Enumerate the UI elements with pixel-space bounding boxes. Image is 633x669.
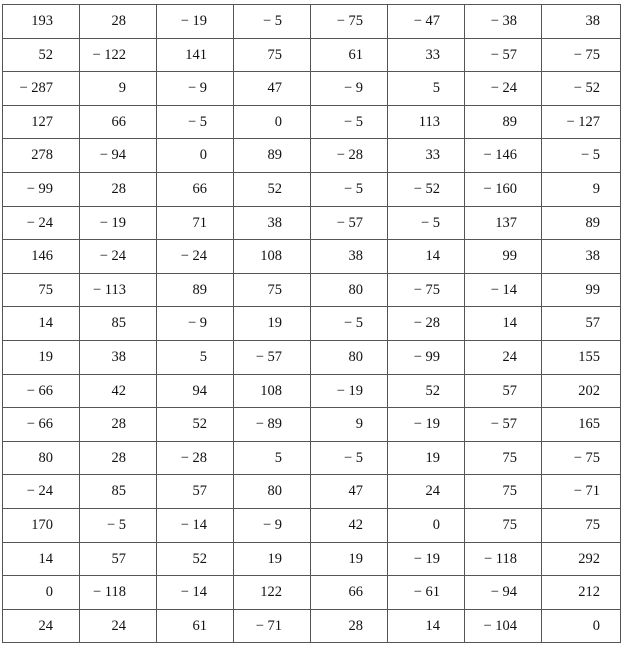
table-row <box>3 5 621 39</box>
table-cell: − 75 <box>542 441 621 475</box>
table-cell: − 5 <box>311 307 388 341</box>
table-cell: 0 <box>157 139 234 173</box>
table-cell: 0 <box>234 105 311 139</box>
table-cell: 19 <box>3 340 80 374</box>
table-cell: 61 <box>157 609 234 643</box>
table-cell: − 5 <box>311 105 388 139</box>
table-cell: 47 <box>311 475 388 509</box>
table-row <box>3 206 621 240</box>
table-cell: 89 <box>234 139 311 173</box>
table-cell: 52 <box>234 172 311 206</box>
table-cell: − 146 <box>465 139 542 173</box>
table-cell: − 19 <box>311 374 388 408</box>
table-cell: 0 <box>3 576 80 610</box>
table-cell: 28 <box>80 408 157 442</box>
table-cell: 14 <box>388 240 465 274</box>
table-cell: 38 <box>542 240 621 274</box>
table-cell: 24 <box>388 475 465 509</box>
table-cell: 47 <box>234 72 311 106</box>
table-cell: − 24 <box>3 206 80 240</box>
table-cell: − 5 <box>234 5 311 39</box>
table-cell: 212 <box>542 576 621 610</box>
table-cell: 89 <box>157 273 234 307</box>
table-cell: − 19 <box>388 408 465 442</box>
table-cell: 202 <box>542 374 621 408</box>
table-row <box>3 609 621 643</box>
table-cell: 19 <box>388 441 465 475</box>
table-cell: 94 <box>157 374 234 408</box>
table-cell: − 57 <box>465 408 542 442</box>
table-cell: − 19 <box>80 206 157 240</box>
table-row <box>3 240 621 274</box>
table-cell: 75 <box>465 475 542 509</box>
table-cell: 80 <box>311 273 388 307</box>
table-cell: 33 <box>388 139 465 173</box>
table-cell: 170 <box>3 508 80 542</box>
table-cell: − 160 <box>465 172 542 206</box>
table-cell: − 14 <box>157 508 234 542</box>
table-cell: − 47 <box>388 5 465 39</box>
table-cell: − 113 <box>80 273 157 307</box>
table-row <box>3 576 621 610</box>
table-cell: − 118 <box>80 576 157 610</box>
table-cell: 24 <box>3 609 80 643</box>
table-cell: 19 <box>234 542 311 576</box>
table-cell: − 57 <box>234 340 311 374</box>
table-cell: 0 <box>542 609 621 643</box>
table-cell: 24 <box>80 609 157 643</box>
table-cell: 155 <box>542 340 621 374</box>
table-cell: 9 <box>542 172 621 206</box>
table-cell: 66 <box>311 576 388 610</box>
table-cell: 52 <box>157 542 234 576</box>
table-cell: − 99 <box>3 172 80 206</box>
numeric-table-container <box>2 4 620 643</box>
table-cell: 193 <box>3 5 80 39</box>
table-cell: − 61 <box>388 576 465 610</box>
table-cell: − 71 <box>542 475 621 509</box>
table-cell: − 75 <box>311 5 388 39</box>
numeric-table <box>2 4 621 643</box>
table-cell: − 127 <box>542 105 621 139</box>
table-cell: − 24 <box>157 240 234 274</box>
table-cell: − 28 <box>388 307 465 341</box>
table-cell: − 5 <box>311 441 388 475</box>
table-cell: 57 <box>157 475 234 509</box>
table-cell: 71 <box>157 206 234 240</box>
table-cell: 80 <box>311 340 388 374</box>
table-cell: − 94 <box>80 139 157 173</box>
table-cell: 57 <box>80 542 157 576</box>
table-row <box>3 139 621 173</box>
table-cell: 113 <box>388 105 465 139</box>
table-cell: − 14 <box>465 273 542 307</box>
table-cell: 38 <box>311 240 388 274</box>
table-cell: 14 <box>3 542 80 576</box>
table-cell: − 9 <box>311 72 388 106</box>
table-cell: 89 <box>542 206 621 240</box>
table-cell: − 9 <box>157 307 234 341</box>
table-cell: − 75 <box>388 273 465 307</box>
table-cell: 137 <box>465 206 542 240</box>
table-cell: − 89 <box>234 408 311 442</box>
table-cell: − 104 <box>465 609 542 643</box>
table-cell: 85 <box>80 307 157 341</box>
table-cell: − 19 <box>157 5 234 39</box>
table-row <box>3 475 621 509</box>
table-cell: 127 <box>3 105 80 139</box>
table-row <box>3 542 621 576</box>
table-cell: − 122 <box>80 38 157 72</box>
table-row <box>3 72 621 106</box>
table-row <box>3 374 621 408</box>
table-cell: 61 <box>311 38 388 72</box>
table-cell: − 52 <box>542 72 621 106</box>
table-cell: − 75 <box>542 38 621 72</box>
table-cell: − 66 <box>3 374 80 408</box>
table-row <box>3 408 621 442</box>
table-cell: − 9 <box>234 508 311 542</box>
table-cell: 75 <box>234 38 311 72</box>
table-cell: 42 <box>80 374 157 408</box>
table-cell: 80 <box>234 475 311 509</box>
table-cell: − 99 <box>388 340 465 374</box>
table-cell: 38 <box>542 5 621 39</box>
table-cell: 9 <box>311 408 388 442</box>
table-cell: 57 <box>542 307 621 341</box>
table-cell: 66 <box>157 172 234 206</box>
table-cell: 42 <box>311 508 388 542</box>
table-cell: 89 <box>465 105 542 139</box>
table-cell: 5 <box>157 340 234 374</box>
table-cell: 28 <box>311 609 388 643</box>
table-cell: 165 <box>542 408 621 442</box>
table-cell: − 5 <box>542 139 621 173</box>
table-cell: 28 <box>80 172 157 206</box>
table-cell: − 38 <box>465 5 542 39</box>
table-cell: − 28 <box>311 139 388 173</box>
table-cell: − 5 <box>80 508 157 542</box>
table-cell: − 287 <box>3 72 80 106</box>
table-cell: − 24 <box>80 240 157 274</box>
table-cell: − 57 <box>311 206 388 240</box>
table-cell: − 5 <box>157 105 234 139</box>
table-cell: 52 <box>157 408 234 442</box>
table-row <box>3 307 621 341</box>
table-cell: − 71 <box>234 609 311 643</box>
table-cell: 80 <box>3 441 80 475</box>
table-row <box>3 441 621 475</box>
table-cell: − 19 <box>388 542 465 576</box>
table-cell: 75 <box>234 273 311 307</box>
table-body <box>3 5 621 643</box>
table-cell: 28 <box>80 5 157 39</box>
table-cell: − 9 <box>157 72 234 106</box>
table-cell: 19 <box>311 542 388 576</box>
table-cell: 85 <box>80 475 157 509</box>
table-cell: 99 <box>465 240 542 274</box>
table-cell: 52 <box>3 38 80 72</box>
table-cell: 122 <box>234 576 311 610</box>
table-cell: 278 <box>3 139 80 173</box>
table-cell: − 28 <box>157 441 234 475</box>
table-cell: − 94 <box>465 576 542 610</box>
table-row <box>3 105 621 139</box>
table-cell: 108 <box>234 240 311 274</box>
table-cell: 57 <box>465 374 542 408</box>
table-cell: 5 <box>388 72 465 106</box>
table-row <box>3 38 621 72</box>
table-cell: 5 <box>234 441 311 475</box>
table-cell: 14 <box>388 609 465 643</box>
table-cell: 28 <box>80 441 157 475</box>
table-cell: − 57 <box>465 38 542 72</box>
table-cell: 14 <box>3 307 80 341</box>
table-cell: 38 <box>234 206 311 240</box>
table-row <box>3 172 621 206</box>
table-cell: 52 <box>388 374 465 408</box>
table-row <box>3 340 621 374</box>
table-cell: − 118 <box>465 542 542 576</box>
table-cell: 99 <box>542 273 621 307</box>
table-cell: 14 <box>465 307 542 341</box>
table-cell: − 66 <box>3 408 80 442</box>
table-cell: 146 <box>3 240 80 274</box>
table-row <box>3 273 621 307</box>
table-cell: − 5 <box>311 172 388 206</box>
table-cell: 66 <box>80 105 157 139</box>
table-cell: − 24 <box>3 475 80 509</box>
table-cell: 9 <box>80 72 157 106</box>
table-cell: 0 <box>388 508 465 542</box>
table-cell: − 5 <box>388 206 465 240</box>
table-cell: − 24 <box>465 72 542 106</box>
table-cell: 75 <box>3 273 80 307</box>
table-cell: 292 <box>542 542 621 576</box>
table-cell: 33 <box>388 38 465 72</box>
table-cell: 75 <box>465 441 542 475</box>
table-cell: 19 <box>234 307 311 341</box>
table-row <box>3 508 621 542</box>
table-cell: 75 <box>465 508 542 542</box>
table-cell: 75 <box>542 508 621 542</box>
table-cell: 141 <box>157 38 234 72</box>
table-cell: − 14 <box>157 576 234 610</box>
table-cell: − 52 <box>388 172 465 206</box>
table-cell: 38 <box>80 340 157 374</box>
table-cell: 108 <box>234 374 311 408</box>
table-cell: 24 <box>465 340 542 374</box>
